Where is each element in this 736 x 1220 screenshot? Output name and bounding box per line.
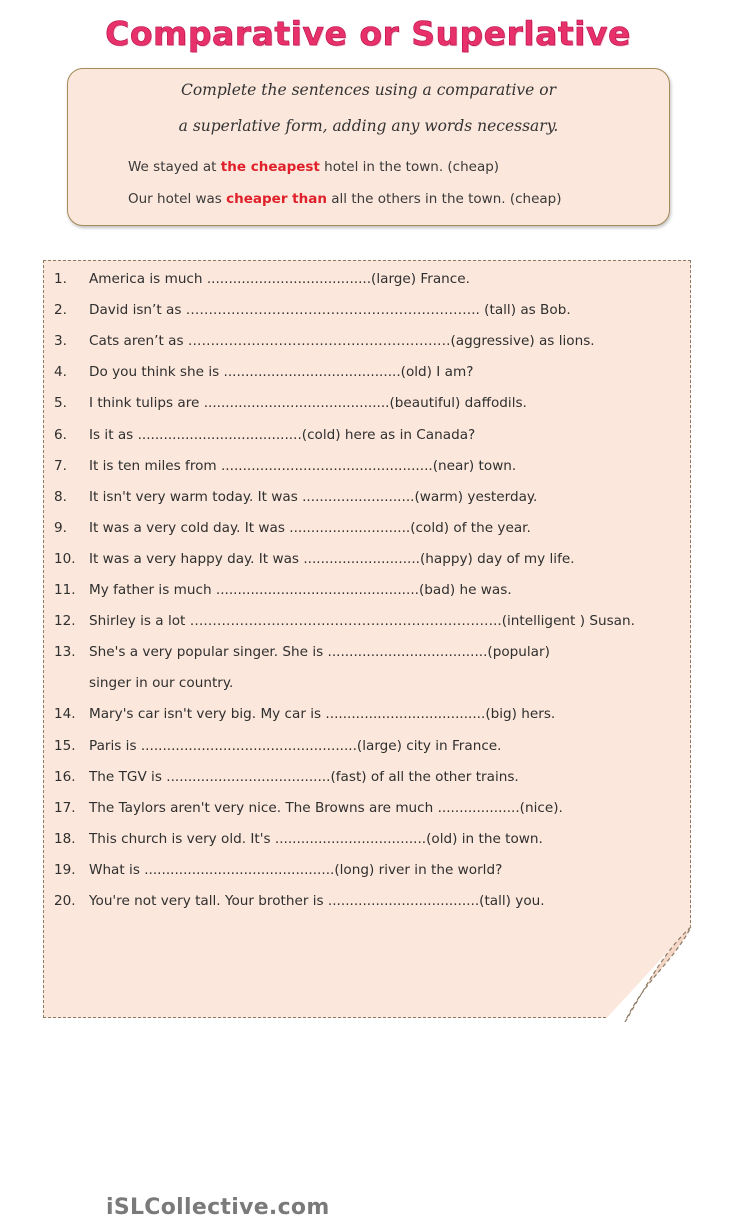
exercise-sheet — [43, 260, 691, 1220]
exercise-text: The TGV is ......................................(fast) of all the other trains. — [89, 768, 519, 785]
exercise-item — [44, 767, 684, 787]
exercise-number: 9. — [54, 519, 67, 536]
footer-watermark: iSLCollective.com — [106, 1195, 330, 1220]
exercise-number: 7. — [54, 457, 67, 474]
exercise-item — [44, 487, 684, 507]
exercise-item — [44, 736, 684, 756]
exercise-item — [44, 798, 684, 818]
exercise-item — [44, 269, 684, 289]
exercise-text: America is much ......................................(large) France. — [89, 271, 470, 287]
exercise-number: 2. — [54, 302, 67, 319]
example-2-before: Our hotel was — [128, 191, 227, 207]
exercise-text: It was a very cold day. It was ............................(cold) of the year. — [89, 519, 531, 536]
exercise-item — [44, 611, 684, 631]
instructions-box — [67, 68, 670, 226]
example-2-after: all the others in the town. (cheap) — [326, 191, 562, 207]
example-1 — [128, 159, 499, 175]
exercise-text: Cats aren’t as ………………………………………………….(aggressive) as lions. — [89, 333, 595, 350]
exercise-text: This church is very old. It's ...................................(old) in the town. — [89, 830, 543, 847]
exercise-number: 17. — [54, 799, 76, 816]
exercise-item — [44, 891, 684, 911]
exercise-number: 20. — [54, 893, 76, 909]
instruction-line-1: Complete the sentences using a comparative or — [180, 81, 556, 99]
exercise-text: You're not very tall. Your brother is ...................................(tall) you. — [89, 893, 545, 909]
exercise-item — [44, 829, 684, 849]
exercise-text: She's a very popular singer. She is .....................................(popular) — [89, 644, 550, 661]
example-1-before: We stayed at — [128, 159, 221, 175]
exercise-number: 1. — [54, 271, 67, 287]
exercise-number: 5. — [54, 395, 67, 412]
exercise-text: Is it as ......................................(cold) here as in Canada? — [89, 426, 476, 443]
example-2 — [128, 191, 562, 207]
exercise-text: Mary's car isn't very big. My car is .....................................(big) hers. — [89, 706, 556, 723]
exercise-continuation-text: singer in our country. — [89, 675, 234, 692]
exercise-text: What is ............................................(long) river in the world? — [89, 861, 503, 878]
example-1-answer: the cheapest — [220, 159, 320, 175]
exercise-item — [44, 300, 684, 320]
exercise-number: 4. — [54, 364, 67, 381]
instruction-line-2: a superlative form, adding any words necessary. — [178, 117, 559, 135]
exercise-item — [44, 860, 684, 880]
exercise-item — [44, 704, 684, 724]
exercise-number: 12. — [54, 613, 76, 630]
exercise-number: 14. — [54, 706, 76, 723]
exercise-text: It isn't very warm today. It was ..........................(warm) yesterday. — [89, 488, 538, 505]
example-1-after: hotel in the town. (cheap) — [319, 159, 500, 175]
exercise-number: 11. — [54, 582, 76, 598]
exercise-item — [44, 425, 684, 445]
exercise-text: It is ten miles from .................................................(near) town. — [89, 457, 517, 474]
exercise-item — [44, 393, 684, 413]
exercise-number: 3. — [54, 333, 67, 350]
exercise-number: 18. — [54, 830, 76, 847]
example-2-answer: cheaper than — [226, 191, 327, 207]
exercise-text: Do you think she is .........................................(old) I am? — [89, 364, 474, 381]
exercise-text: David isn’t as ……………………………………………………….. (tall) as Bob. — [89, 302, 571, 319]
exercise-number: 8. — [54, 488, 67, 505]
exercise-text: I think tulips are ...........................................(beautiful) daffodils. — [89, 395, 527, 412]
page-curl-corner — [603, 922, 695, 1022]
exercise-item — [44, 518, 684, 538]
exercise-text: Shirley is a lot ………………………….………………………………..(intelligent ) Susan. — [89, 613, 635, 630]
exercise-item — [44, 642, 684, 662]
exercise-text: Paris is ..................................................(large) city in France. — [89, 737, 502, 754]
exercise-text: The Taylors aren't very nice. The Browns are much ...................(nice). — [89, 799, 563, 816]
exercise-text: It was a very happy day. It was ...........................(happy) day of my life. — [89, 550, 575, 567]
exercise-number: 6. — [54, 426, 67, 443]
exercise-item — [44, 549, 684, 569]
exercise-number: 10. — [54, 550, 76, 567]
exercise-number: 19. — [54, 861, 76, 878]
exercise-continuation — [44, 673, 684, 693]
exercise-item — [44, 331, 684, 351]
page-title: Comparative or Superlative — [105, 14, 631, 53]
exercise-number: 16. — [54, 768, 76, 785]
exercise-number: 13. — [54, 644, 76, 661]
exercise-item — [44, 362, 684, 382]
exercise-item — [44, 456, 684, 476]
exercise-text: My father is much ...............................................(bad) he was. — [89, 582, 512, 598]
exercise-number: 15. — [54, 737, 76, 754]
exercise-item — [44, 580, 684, 600]
